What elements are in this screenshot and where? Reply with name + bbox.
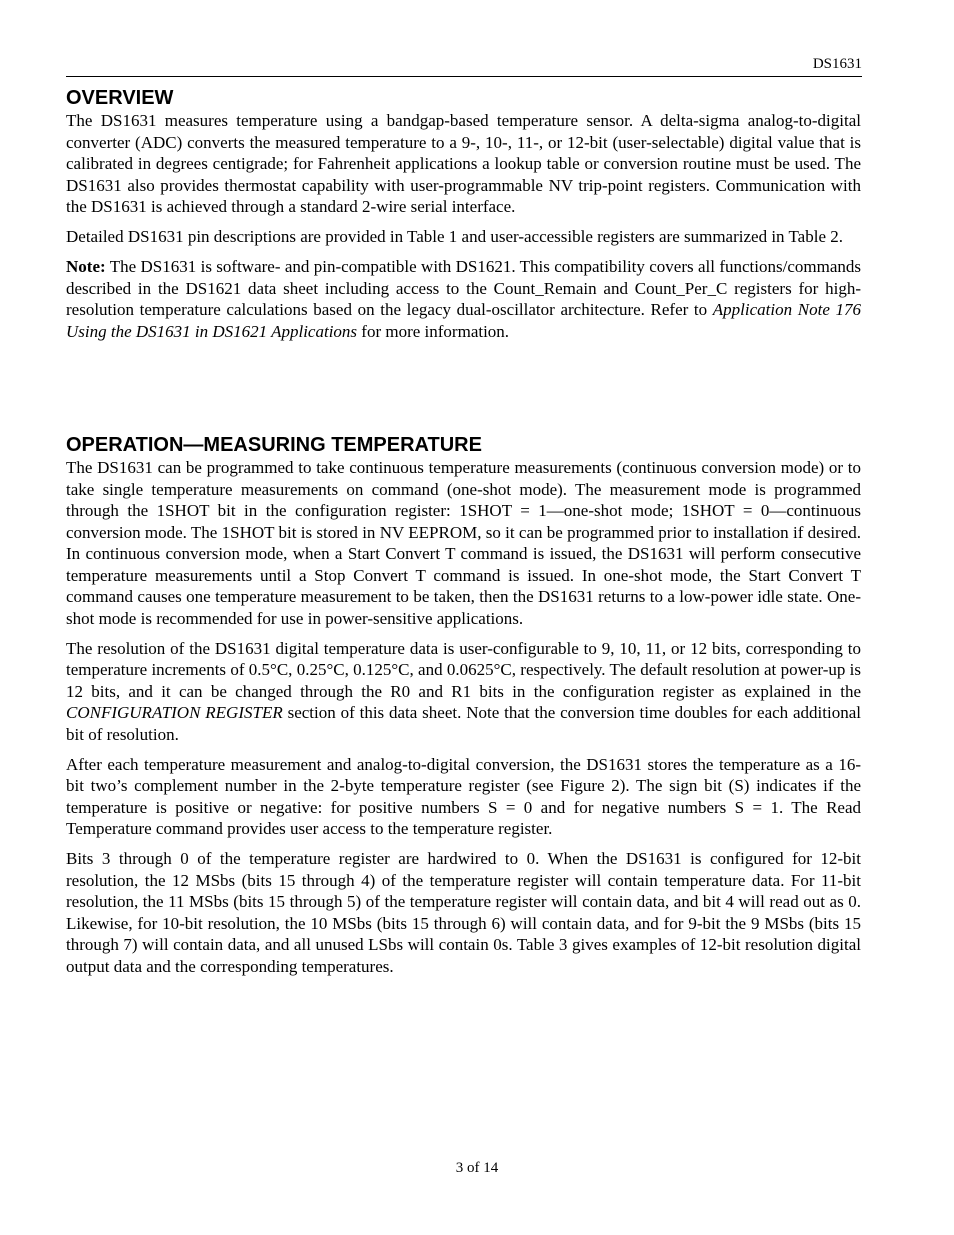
overview-paragraph-2: Detailed DS1631 pin descriptions are provided in Table 1 and user-accessible registers are summarized in Table 2. (66, 227, 843, 246)
operation-heading: OPERATION—MEASURING TEMPERATURE (66, 434, 482, 456)
overview-section (66, 86, 861, 342)
resolution-text-b: section of this data sheet. Note that the conversion time doubles for each additional bit of resolution. (66, 703, 861, 744)
header-rule (66, 76, 862, 77)
part-number-header: DS1631 (812, 56, 862, 72)
note-text-a: The DS1631 is software- and pin-compatible with DS1621. This compatibility covers all functions/commands described in the DS1621 data sheet including access to the Count_Remain and Count_Per_C registers for high-resolution temperature calculations based on the legacy dual-oscillator architecture. Refer to (66, 257, 861, 319)
page-number-footer: 3 of 14 (455, 1160, 499, 1176)
application-note-reference: Application Note 176 Using the DS1631 in DS1621 Applications (66, 300, 861, 341)
overview-note-paragraph (66, 256, 861, 342)
operation-paragraph-2 (66, 638, 861, 746)
operation-paragraph-1: The DS1631 can be programmed to take continuous temperature measurements (continuous conversion mode) or to take single temperature measurements on command (one-shot mode). The measurement mode is programmed through the 1SHOT bit in the configuration register: 1SHOT = 1—one-shot mode; 1SHOT = 0—continuous conversion mode. The 1SHOT bit is stored in NV EEPROM, so it can be programmed prior to installation if desired. In continuous conversion mode, when a Start Convert T command is issued, the DS1631 will perform consecutive temperature measurements until a Stop Convert T command is issued. In one-shot mode, the Start Convert T command causes one temperature measurement to be taken, then the DS1631 returns to a low-power idle state. One-shot mode is recommended for use in power-sensitive applications. (66, 458, 861, 628)
note-text-b: for more information. (357, 321, 510, 341)
operation-section (66, 433, 861, 977)
note-label: Note: (66, 257, 106, 276)
overview-heading: OVERVIEW (66, 87, 174, 109)
operation-paragraph-3: After each temperature measurement and analog-to-digital conversion, the DS1631 stores the temperature as a 16-bit two’s complement number in the 2-byte temperature register (see Figure 2). The sign bit (S) indicates if the temperature is positive or negative: for positive numbers S = 0 and for negative numbers S = 1. The Read Temperature command provides user access to the temperature register. (66, 754, 861, 838)
resolution-text-a: The resolution of the DS1631 digital temperature data is user-configurable to 9, 10, 11, or 12 bits, corresponding to temperature increments of 0.5°C, 0.25°C, 0.125°C, and 0.0625°C, respectively. The default resolution at power-up is 12 bits, and it can be changed through the R0 and R1 bits in the configuration register as explained in the (66, 638, 861, 701)
overview-paragraph-1: The DS1631 measures temperature using a bandgap-based temperature sensor. A delta-sigma analog-to-digital converter (ADC) converts the measured temperature to a 9-, 10-, 11-, or 12-bit (user-selectable) digital value that is calibrated in degrees centigrade; for Fahrenheit applications a lookup table or conversion routine must be used. The DS1631 also provides thermostat capability with user-programmable NV trip-point registers. Communication with the DS1631 is achieved through a standard 2-wire serial interface. (66, 111, 861, 216)
configuration-register-reference: CONFIGURATION REGISTER (66, 703, 283, 722)
operation-paragraph-4: Bits 3 through 0 of the temperature register are hardwired to 0. When the DS1631 is configured for 12-bit resolution, the 12 MSbs (bits 15 through 4) of the temperature register will contain temperature data. For 11-bit resolution, the 11 MSbs (bits 15 through 5) of the temperature register will contain data, and bit 4 will read out as 0. Likewise, for 10-bit resolution, the 10 MSbs (bits 15 through 6) will contain data, and for 9-bit the 9 MSbs (bits 15 through 7) will contain data, and all unused LSbs will contain 0s. Table 3 gives examples of 12-bit resolution digital output data and the corresponding temperatures. (66, 849, 861, 976)
